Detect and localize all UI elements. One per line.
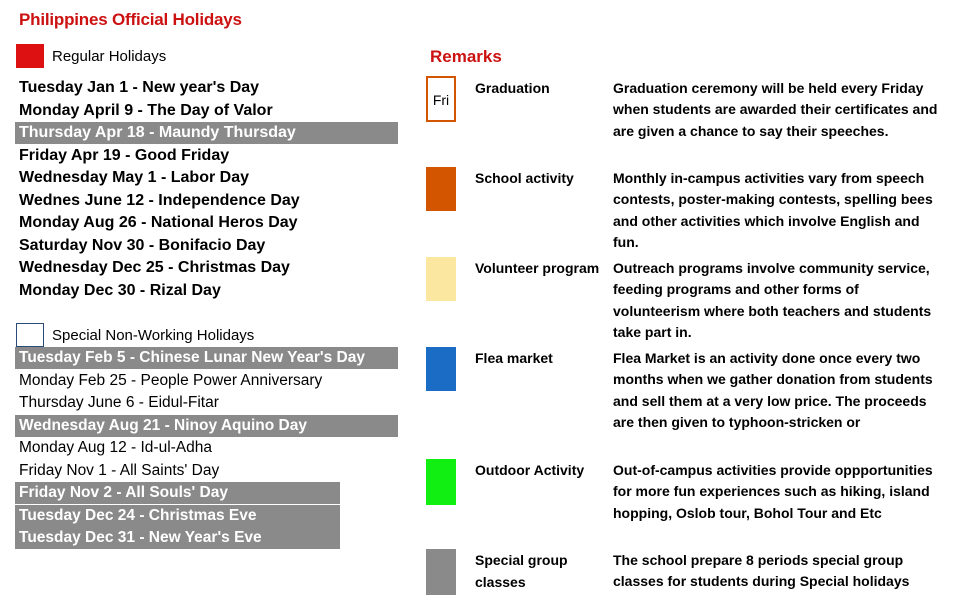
remark-swatch-volunteer-program	[426, 257, 456, 301]
remark-swatch-outdoor-activity	[426, 459, 456, 505]
regular-holiday-item: Tuesday Jan 1 - New year's Day	[19, 79, 260, 96]
special-holiday-item: Monday Aug 12 - Id-ul-Adha	[19, 439, 213, 456]
regular-legend-swatch	[16, 44, 44, 68]
remark-description: The school prepare 8 periods special group classes for students during Special holidays	[613, 552, 910, 590]
special-holiday-item: Tuesday Feb 5 - Chinese Lunar New Year's Day	[15, 347, 398, 369]
remark-name: School activity	[475, 170, 574, 186]
regular-holiday-item: Saturday Nov 30 - Bonifacio Day	[19, 237, 266, 254]
remark-name: Volunteer program	[475, 260, 600, 276]
regular-holiday-item: Thursday Apr 18 - Maundy Thursday	[15, 122, 398, 144]
special-holiday-item: Tuesday Dec 24 - Christmas Eve	[15, 505, 340, 527]
regular-holiday-item: Wednes June 12 - Independence Day	[19, 192, 300, 209]
special-holiday-item: Friday Nov 2 - All Souls' Day	[15, 482, 340, 504]
page-title: Philippines Official Holidays	[19, 10, 242, 29]
remark-swatch-label: Fri	[432, 92, 450, 108]
regular-holiday-item: Monday April 9 - The Day of Valor	[19, 102, 273, 119]
remark-description: Graduation ceremony will be held every Friday when students are awarded their certificates and are given a chance to say their speeches.	[613, 80, 938, 139]
remark-description: Out-of-campus activities provide oppportunities for more fun experiences such as hiking, island hopping, Oslob tour, Bohol Tour and Etc	[613, 462, 933, 521]
regular-holiday-item: Wednesday Dec 25 - Christmas Day	[19, 259, 290, 276]
remark-swatch-special-group-classes	[426, 549, 456, 595]
special-holiday-item: Thursday June 6 - Eidul-Fitar	[19, 394, 219, 411]
regular-holiday-item: Wednesday May 1 - Labor Day	[19, 169, 249, 186]
remark-name: Graduation	[475, 80, 550, 96]
special-holiday-item: Tuesday Dec 31 - New Year's Eve	[15, 527, 340, 549]
special-legend-label: Special Non-Working Holidays	[52, 327, 255, 344]
remark-description: Outreach programs involve community service, feeding programs and other forms of volunteerism where both teachers and students take part in.	[613, 260, 932, 340]
regular-holiday-item: Monday Aug 26 - National Heros Day	[19, 214, 298, 231]
remark-name: Outdoor Activity	[475, 462, 585, 478]
remark-name: Special group classes	[475, 552, 568, 590]
special-holiday-item: Friday Nov 1 - All Saints' Day	[19, 462, 220, 479]
remark-description: Monthly in-campus activities vary from speech contests, poster-making contests, spelling bees and other activities which involve English and fun.	[613, 170, 933, 250]
special-holiday-item: Wednesday Aug 21 - Ninoy Aquino Day	[15, 415, 398, 437]
remark-name: Flea market	[475, 350, 553, 366]
special-holiday-item: Monday Feb 25 - People Power Anniversary	[19, 372, 323, 389]
remark-swatch-graduation	[426, 76, 456, 122]
remarks-title: Remarks	[430, 47, 502, 66]
remark-description: Flea Market is an activity done once every two months when we gather donation from students and sell them at a very low price. The proceeds are then given to typhoon-stricken or	[613, 350, 933, 430]
remark-swatch-school-activity	[426, 167, 456, 211]
regular-holiday-item: Monday Dec 30 - Rizal Day	[19, 282, 221, 299]
remark-swatch-flea-market	[426, 347, 456, 391]
special-legend-swatch	[16, 323, 44, 347]
regular-legend-label: Regular Holidays	[52, 48, 167, 65]
regular-holiday-item: Friday Apr 19 - Good Friday	[19, 147, 230, 164]
